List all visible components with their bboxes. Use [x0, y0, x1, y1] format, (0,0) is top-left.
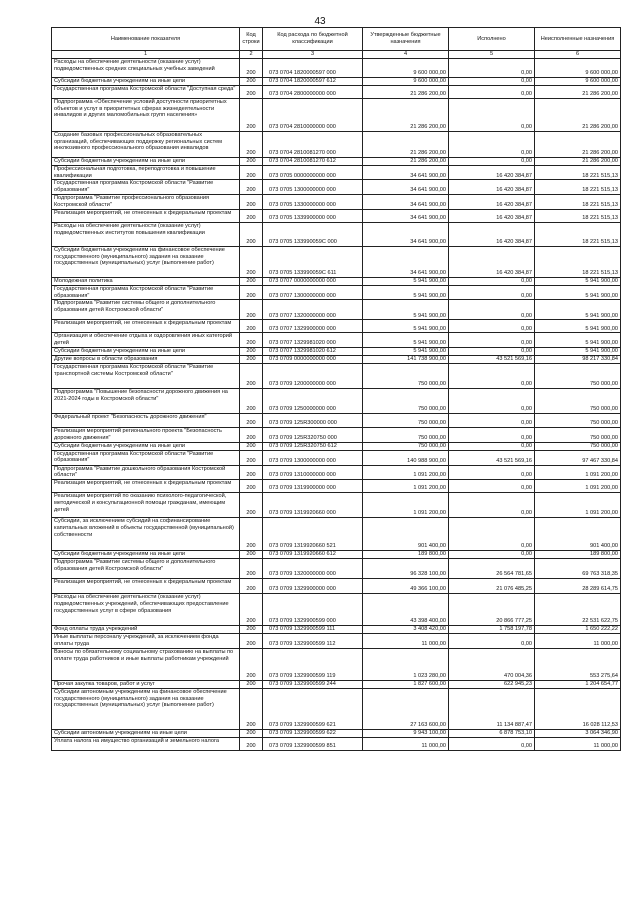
row-budget-code: 073 0709 125R320750 000	[263, 427, 363, 442]
row-approved: 34 641 900,00	[363, 222, 449, 246]
row-code: 200	[240, 246, 263, 277]
row-executed: 16 420 384,87	[449, 246, 535, 277]
row-approved: 34 641 900,00	[363, 246, 449, 277]
row-budget-code: 073 0709 1319920660 000	[263, 493, 363, 518]
row-budget-code: 073 0707 1329981020 000	[263, 333, 363, 348]
row-remaining: 5 941 900,00	[535, 333, 621, 348]
row-budget-code: 073 0707 1329981020 612	[263, 347, 363, 355]
row-approved: 34 641 900,00	[363, 165, 449, 180]
row-approved: 34 641 900,00	[363, 195, 449, 210]
row-name: Подпрограмма «Обеспечение условий доступности приоритетных объектов и услуг в приоритетных сферах жизнедеятельности инвалидов и других маломобильных групп населения»	[52, 98, 240, 131]
table-row	[52, 347, 621, 355]
row-code: 200	[240, 579, 263, 594]
row-code: 200	[240, 209, 263, 222]
row-remaining: 22 531 622,75	[535, 594, 621, 626]
row-code: 200	[240, 737, 263, 750]
row-remaining: 553 275,64	[535, 648, 621, 680]
row-executed: 0,00	[449, 442, 535, 450]
row-remaining: 9 600 000,00	[535, 77, 621, 85]
row-budget-code: 073 0707 1320000000 000	[263, 300, 363, 320]
row-budget-code: 073 0707 0000000000 000	[263, 277, 363, 285]
row-approved: 21 286 200,00	[363, 85, 449, 98]
row-executed: 1 758 197,78	[449, 626, 535, 634]
row-approved: 3 408 420,00	[363, 626, 449, 634]
table-row	[52, 465, 621, 480]
row-name: Реализация мероприятий, не отнесенных к федеральным проектам	[52, 320, 240, 333]
row-remaining: 5 941 900,00	[535, 300, 621, 320]
row-executed: 43 521 569,16	[449, 450, 535, 465]
row-executed: 26 564 781,65	[449, 559, 535, 579]
table-row	[52, 157, 621, 165]
row-remaining: 1 091 200,00	[535, 480, 621, 493]
row-executed: 11 134 887,47	[449, 688, 535, 729]
row-executed: 0,00	[449, 480, 535, 493]
row-name: Подпрограмма "Развитие системы общего и дополнительного образования детей Костромской области"	[52, 300, 240, 320]
row-approved: 49 366 100,00	[363, 579, 449, 594]
table-header	[52, 28, 621, 59]
row-executed: 16 420 384,87	[449, 195, 535, 210]
row-approved: 5 941 900,00	[363, 277, 449, 285]
row-executed: 0,00	[449, 300, 535, 320]
row-code: 200	[240, 195, 263, 210]
row-code: 200	[240, 413, 263, 427]
row-name: Создание базовых профессиональных образовательных организаций, обеспечивающих поддержку региональных систем инклюзивного профессионального образования инвалидов	[52, 131, 240, 157]
row-approved: 11 000,00	[363, 634, 449, 649]
row-remaining: 18 221 515,13	[535, 165, 621, 180]
row-name: Субсидии бюджетным учреждениям на иные цели	[52, 347, 240, 355]
row-remaining: 11 000,00	[535, 634, 621, 649]
row-approved: 5 941 900,00	[363, 320, 449, 333]
row-remaining: 750 000,00	[535, 442, 621, 450]
row-budget-code: 073 0709 1300000000 000	[263, 450, 363, 465]
row-approved: 901 400,00	[363, 518, 449, 551]
row-code: 200	[240, 98, 263, 131]
table-row	[52, 180, 621, 195]
row-remaining: 69 763 318,35	[535, 559, 621, 579]
row-remaining: 5 941 900,00	[535, 277, 621, 285]
row-budget-code: 073 0709 1329900599 621	[263, 688, 363, 729]
row-code: 200	[240, 626, 263, 634]
row-budget-code: 073 0709 1329900599 111	[263, 626, 363, 634]
row-name: Субсидии бюджетным учреждениям на иные цели	[52, 442, 240, 450]
row-remaining: 750 000,00	[535, 427, 621, 442]
col-number-3: 3	[263, 51, 363, 59]
row-budget-code: 073 0704 1820000597 000	[263, 58, 363, 77]
table-row	[52, 518, 621, 551]
table-row	[52, 355, 621, 363]
row-approved: 9 600 000,00	[363, 58, 449, 77]
row-code: 200	[240, 648, 263, 680]
row-name: Другие вопросы в области образования	[52, 355, 240, 363]
row-code: 200	[240, 85, 263, 98]
col-number-2: 2	[240, 51, 263, 59]
row-name: Государственная программа Костромской области "Развитие образования"	[52, 450, 240, 465]
row-executed: 16 420 384,87	[449, 180, 535, 195]
row-code: 200	[240, 355, 263, 363]
row-remaining: 5 941 900,00	[535, 320, 621, 333]
col-number-1: 1	[52, 51, 240, 59]
row-remaining: 98 217 330,84	[535, 355, 621, 363]
table-row	[52, 648, 621, 680]
row-remaining: 750 000,00	[535, 363, 621, 388]
row-executed: 622 945,23	[449, 680, 535, 688]
row-executed: 470 004,36	[449, 648, 535, 680]
row-name: Государственная программа Костромской области "Развитие образования"	[52, 285, 240, 300]
header-unexecuted: Неисполненные назначения	[535, 28, 621, 51]
row-approved: 1 023 280,00	[363, 648, 449, 680]
row-name: Субсидии бюджетным учреждениям на иные цели	[52, 77, 240, 85]
row-code: 200	[240, 688, 263, 729]
row-name: Прочая закупка товаров, работ и услуг	[52, 680, 240, 688]
table-row	[52, 320, 621, 333]
row-name: Реализация мероприятий, не отнесенных к федеральным проектам	[52, 480, 240, 493]
row-name: Молодежная политика	[52, 277, 240, 285]
row-name: Государственная программа Костромской области "Развитие образования"	[52, 180, 240, 195]
row-name: Реализация мероприятий, не отнесенных к федеральным проектам	[52, 579, 240, 594]
row-approved: 27 163 600,00	[363, 688, 449, 729]
row-approved: 21 286 200,00	[363, 157, 449, 165]
row-remaining: 1 204 654,77	[535, 680, 621, 688]
row-executed: 0,00	[449, 347, 535, 355]
row-name: Расходы на обеспечение деятельности (оказание услуг) подведомственных институтов повышения квалификации	[52, 222, 240, 246]
row-code: 200	[240, 300, 263, 320]
row-budget-code: 073 0709 1329900000 000	[263, 579, 363, 594]
row-approved: 43 398 400,00	[363, 594, 449, 626]
row-budget-code: 073 0709 1329900599 000	[263, 594, 363, 626]
row-code: 200	[240, 518, 263, 551]
table-row	[52, 427, 621, 442]
row-executed: 21 076 485,25	[449, 579, 535, 594]
row-name: Субсидии автономным учреждениям на иные цели	[52, 729, 240, 737]
row-budget-code: 073 0709 1329900599 112	[263, 634, 363, 649]
row-approved: 5 941 900,00	[363, 333, 449, 348]
row-approved: 34 641 900,00	[363, 209, 449, 222]
table-row	[52, 493, 621, 518]
row-remaining: 28 289 614,75	[535, 579, 621, 594]
table-body	[52, 58, 621, 750]
row-executed: 43 521 569,16	[449, 355, 535, 363]
row-code: 200	[240, 493, 263, 518]
row-budget-code: 073 0709 125R300000 000	[263, 413, 363, 427]
row-name: Фонд оплаты труда учреждений	[52, 626, 240, 634]
expenditure-table	[51, 27, 621, 751]
col-number-4: 4	[363, 51, 449, 59]
table-row	[52, 363, 621, 388]
row-code: 200	[240, 58, 263, 77]
page-number: 43	[314, 16, 326, 27]
table-row	[52, 277, 621, 285]
row-budget-code: 073 0709 1329900599 851	[263, 737, 363, 750]
row-name: Иные выплаты персоналу учреждений, за исключением фонда оплаты труда	[52, 634, 240, 649]
row-approved: 5 941 900,00	[363, 300, 449, 320]
row-remaining: 18 221 515,13	[535, 246, 621, 277]
row-code: 200	[240, 680, 263, 688]
row-name: Государственная программа Костромской области "Развитие транспортной системы Костромской области"	[52, 363, 240, 388]
row-approved: 750 000,00	[363, 413, 449, 427]
row-remaining: 18 221 515,13	[535, 209, 621, 222]
row-budget-code: 073 0709 1329900599 119	[263, 648, 363, 680]
row-approved: 1 091 200,00	[363, 465, 449, 480]
row-name: Взносы по обязательному социальному страхованию на выплаты по оплате труда работников и иные выплаты работникам учреждений	[52, 648, 240, 680]
row-budget-code: 073 0709 0000000000 000	[263, 355, 363, 363]
table-row	[52, 98, 621, 131]
row-code: 200	[240, 285, 263, 300]
row-remaining: 5 941 900,00	[535, 285, 621, 300]
row-name: Профессиональная подготовка, переподготовка и повышение квалификации	[52, 165, 240, 180]
row-remaining: 21 286 200,00	[535, 157, 621, 165]
row-code: 200	[240, 559, 263, 579]
row-code: 200	[240, 165, 263, 180]
row-budget-code: 073 0709 1329900599 244	[263, 680, 363, 688]
row-executed: 0,00	[449, 131, 535, 157]
row-executed: 0,00	[449, 85, 535, 98]
row-budget-code: 073 0704 1820000597 612	[263, 77, 363, 85]
row-code: 200	[240, 320, 263, 333]
row-executed: 0,00	[449, 58, 535, 77]
row-remaining: 9 600 000,00	[535, 58, 621, 77]
row-remaining: 3 064 346,90	[535, 729, 621, 737]
row-approved: 5 941 900,00	[363, 347, 449, 355]
table-row	[52, 388, 621, 413]
row-name: Государственная программа Костромской области "Доступная среда"	[52, 85, 240, 98]
header-row-code: Код строки	[240, 28, 263, 51]
row-name: Подпрограмма "Развитие дошкольного образования Костромской области"	[52, 465, 240, 480]
row-name: Реализация мероприятий, не отнесенных к федеральным проектам	[52, 209, 240, 222]
row-code: 200	[240, 427, 263, 442]
row-name: Организация и обеспечение отдыха и оздоровления иных категорий детей	[52, 333, 240, 348]
col-number-6: 6	[535, 51, 621, 59]
row-executed: 0,00	[449, 737, 535, 750]
row-name: Уплата налога на имущество организаций и земельного налога	[52, 737, 240, 750]
row-remaining: 11 000,00	[535, 737, 621, 750]
row-remaining: 1 091 200,00	[535, 465, 621, 480]
row-executed: 0,00	[449, 518, 535, 551]
row-code: 200	[240, 347, 263, 355]
table-row	[52, 195, 621, 210]
table-row	[52, 222, 621, 246]
row-approved: 1 091 200,00	[363, 493, 449, 518]
row-remaining: 901 400,00	[535, 518, 621, 551]
table-row	[52, 285, 621, 300]
row-remaining: 5 941 900,00	[535, 347, 621, 355]
row-executed: 16 420 384,87	[449, 165, 535, 180]
row-approved: 189 800,00	[363, 551, 449, 559]
row-code: 200	[240, 729, 263, 737]
row-name: Расходы на обеспечение деятельности (оказание услуг) подведомственных учреждений, обеспечивающих предоставление государственных услуг в сфере образования	[52, 594, 240, 626]
row-code: 200	[240, 131, 263, 157]
row-approved: 1 827 600,00	[363, 680, 449, 688]
row-executed: 0,00	[449, 493, 535, 518]
row-budget-code: 073 0704 2810000000 000	[263, 98, 363, 131]
header-executed: Исполнено	[449, 28, 535, 51]
row-executed: 0,00	[449, 427, 535, 442]
row-budget-code: 073 0705 1300000000 000	[263, 180, 363, 195]
row-executed: 0,00	[449, 634, 535, 649]
row-budget-code: 073 0709 1200000000 000	[263, 363, 363, 388]
row-name: Реализация мероприятий регионального проекта "Безопасность дорожного движения"	[52, 427, 240, 442]
table-row	[52, 246, 621, 277]
table-row	[52, 58, 621, 77]
row-executed: 16 420 384,87	[449, 209, 535, 222]
row-remaining: 1 650 222,22	[535, 626, 621, 634]
row-executed: 0,00	[449, 465, 535, 480]
row-budget-code: 073 0704 2810081270 000	[263, 131, 363, 157]
row-name: Федеральный проект "Безопасность дорожного движения"	[52, 413, 240, 427]
row-executed: 0,00	[449, 157, 535, 165]
row-code: 200	[240, 465, 263, 480]
row-name: Подпрограмма "Развитие профессионального образования Костромской области"	[52, 195, 240, 210]
row-code: 200	[240, 222, 263, 246]
row-remaining: 750 000,00	[535, 388, 621, 413]
table-row	[52, 737, 621, 750]
row-name: Реализация мероприятий по оказанию психолого-педагогической, методической и консультационной помощи гражданам, имеющим детей	[52, 493, 240, 518]
row-executed: 20 866 777,25	[449, 594, 535, 626]
row-executed: 6 878 753,10	[449, 729, 535, 737]
table-row	[52, 450, 621, 465]
row-budget-code: 073 0707 1300000000 000	[263, 285, 363, 300]
row-code: 200	[240, 442, 263, 450]
row-budget-code: 073 0707 1329900000 000	[263, 320, 363, 333]
row-code: 200	[240, 634, 263, 649]
row-budget-code: 073 0709 1310000000 000	[263, 465, 363, 480]
row-name: Расходы на обеспечение деятельности (оказание услуг) подведомственных средних специальных учебных заведений	[52, 58, 240, 77]
row-approved: 750 000,00	[363, 388, 449, 413]
row-budget-code: 073 0705 0000000000 000	[263, 165, 363, 180]
row-budget-code: 073 0709 1250000000 000	[263, 388, 363, 413]
row-approved: 9 943 100,00	[363, 729, 449, 737]
header-budget-code: Код расхода по бюджетной классификации	[263, 28, 363, 51]
row-approved: 34 641 900,00	[363, 180, 449, 195]
row-code: 200	[240, 551, 263, 559]
row-budget-code: 073 0705 133990059С 000	[263, 222, 363, 246]
row-remaining: 18 221 515,13	[535, 180, 621, 195]
row-budget-code: 073 0705 1339900000 000	[263, 209, 363, 222]
table-row	[52, 333, 621, 348]
row-approved: 750 000,00	[363, 442, 449, 450]
row-budget-code: 073 0704 2800000000 000	[263, 85, 363, 98]
row-code: 200	[240, 450, 263, 465]
row-executed: 0,00	[449, 363, 535, 388]
row-approved: 1 091 200,00	[363, 480, 449, 493]
table-row	[52, 442, 621, 450]
table-row	[52, 480, 621, 493]
row-approved: 750 000,00	[363, 363, 449, 388]
row-remaining: 21 286 200,00	[535, 98, 621, 131]
row-remaining: 18 221 515,13	[535, 222, 621, 246]
table-row	[52, 680, 621, 688]
row-budget-code: 073 0705 1330000000 000	[263, 195, 363, 210]
col-number-5: 5	[449, 51, 535, 59]
table-row	[52, 300, 621, 320]
row-budget-code: 073 0704 2810081270 612	[263, 157, 363, 165]
row-approved: 5 941 900,00	[363, 285, 449, 300]
table-row	[52, 165, 621, 180]
row-executed: 0,00	[449, 413, 535, 427]
row-approved: 96 328 100,00	[363, 559, 449, 579]
table-row	[52, 413, 621, 427]
row-budget-code: 073 0709 1319920660 612	[263, 551, 363, 559]
row-executed: 0,00	[449, 551, 535, 559]
row-code: 200	[240, 277, 263, 285]
table-row	[52, 551, 621, 559]
row-executed: 0,00	[449, 277, 535, 285]
row-approved: 750 000,00	[363, 427, 449, 442]
table-row	[52, 209, 621, 222]
table-row	[52, 626, 621, 634]
header-approved: Утвержденные бюджетные назначения	[363, 28, 449, 51]
table-row	[52, 559, 621, 579]
row-approved: 9 600 000,00	[363, 77, 449, 85]
table-row	[52, 729, 621, 737]
row-budget-code: 073 0705 133990059С 611	[263, 246, 363, 277]
row-name: Подпрограмма "Повышение безопасности дорожного движения на 2021-2024 годы в Костромской области"	[52, 388, 240, 413]
row-code: 200	[240, 333, 263, 348]
row-approved: 21 286 200,00	[363, 131, 449, 157]
row-name: Субсидии автономным учреждениям на финансовое обеспечение государственного (муниципального) задания на оказание государственных (муниципальных) услуг (выполнение работ)	[52, 688, 240, 729]
table-row	[52, 594, 621, 626]
table-row	[52, 85, 621, 98]
row-remaining: 1 091 200,00	[535, 493, 621, 518]
row-code: 200	[240, 594, 263, 626]
row-name: Подпрограмма "Развитие системы общего и дополнительного образования детей Костромской области"	[52, 559, 240, 579]
row-name: Субсидии, за исключением субсидий на софинансирование капитальных вложений в объекты государственной (муниципальной) собственности	[52, 518, 240, 551]
row-name: Субсидии бюджетным учреждениям на иные цели	[52, 551, 240, 559]
table-row	[52, 688, 621, 729]
row-remaining: 21 286 200,00	[535, 131, 621, 157]
row-remaining: 21 286 200,00	[535, 85, 621, 98]
header-name: Наименование показателя	[52, 28, 240, 51]
row-code: 200	[240, 363, 263, 388]
row-remaining: 189 800,00	[535, 551, 621, 559]
row-budget-code: 073 0709 1329900599 622	[263, 729, 363, 737]
row-executed: 0,00	[449, 388, 535, 413]
table-row	[52, 131, 621, 157]
row-budget-code: 073 0709 1319900000 000	[263, 480, 363, 493]
row-executed: 0,00	[449, 320, 535, 333]
row-approved: 140 988 900,00	[363, 450, 449, 465]
row-executed: 16 420 384,87	[449, 222, 535, 246]
row-code: 200	[240, 180, 263, 195]
row-executed: 0,00	[449, 98, 535, 131]
row-code: 200	[240, 157, 263, 165]
row-approved: 141 738 900,00	[363, 355, 449, 363]
row-name: Субсидии бюджетным учреждениям на финансовое обеспечение государственного (муниципального) задания на оказание государственных (муниципальных) услуг (выполнение работ)	[52, 246, 240, 277]
row-name: Субсидии бюджетным учреждениям на иные цели	[52, 157, 240, 165]
row-approved: 11 000,00	[363, 737, 449, 750]
row-budget-code: 073 0709 1319920660 521	[263, 518, 363, 551]
row-approved: 21 286 200,00	[363, 98, 449, 131]
row-remaining: 18 221 515,13	[535, 195, 621, 210]
row-executed: 0,00	[449, 333, 535, 348]
table-row	[52, 77, 621, 85]
table-row	[52, 579, 621, 594]
row-code: 200	[240, 388, 263, 413]
row-remaining: 750 000,00	[535, 413, 621, 427]
row-executed: 0,00	[449, 77, 535, 85]
row-budget-code: 073 0709 125R320750 612	[263, 442, 363, 450]
row-remaining: 16 028 112,53	[535, 688, 621, 729]
row-code: 200	[240, 77, 263, 85]
row-budget-code: 073 0709 1320000000 000	[263, 559, 363, 579]
row-executed: 0,00	[449, 285, 535, 300]
row-remaining: 97 467 330,84	[535, 450, 621, 465]
row-code: 200	[240, 480, 263, 493]
table-row	[52, 634, 621, 649]
